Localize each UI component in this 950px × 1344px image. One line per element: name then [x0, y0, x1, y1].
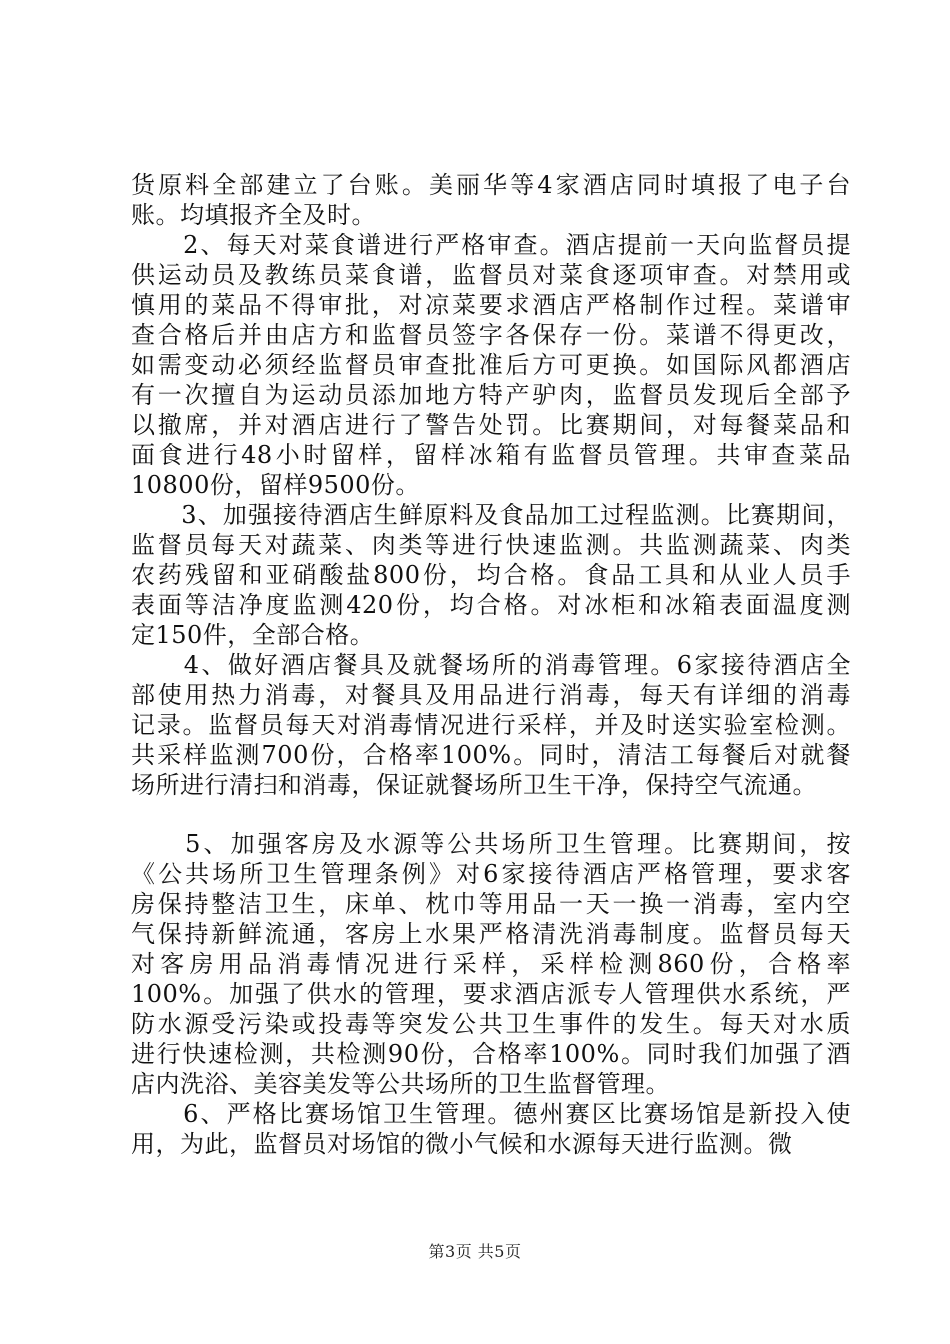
- text-line: 记录。监督员每天对消毒情况进行采样，并及时送实验室检测。: [131, 711, 851, 739]
- paragraph: [131, 650, 851, 800]
- text-line: 进行快速检测，共检测90份，合格率100%。同时我们加强了酒: [131, 1040, 851, 1068]
- text-line: 以撤席，并对酒店进行了警告处罚。比赛期间，对每餐菜品和: [131, 411, 851, 439]
- text-line: 如需变动必须经监督员审查批准后方可更换。如国际风都酒店: [131, 351, 851, 379]
- text-line: 有一次擅自为运动员添加地方特产驴肉，监督员发现后全部予: [131, 381, 851, 409]
- text-line: 10800份，留样9500份。: [131, 471, 420, 499]
- text-line: 场所进行清扫和消毒，保证就餐场所卫生干净，保持空气流通。: [131, 771, 817, 799]
- text-line: 用，为此，监督员对场馆的微小气候和水源每天进行监测。微: [131, 1130, 793, 1158]
- text-line: 货原料全部建立了台账。美丽华等4家酒店同时填报了电子台: [131, 171, 851, 199]
- text-line: 气保持新鲜流通，客房上水果严格清洗消毒制度。监督员每天: [131, 920, 851, 948]
- text-line: 慎用的菜品不得审批，对凉菜要求酒店严格制作过程。菜谱审: [131, 291, 851, 319]
- text-line: 部使用热力消毒，对餐具及用品进行消毒，每天有详细的消毒: [131, 681, 851, 709]
- text-line: 房保持整洁卫生，床单、枕巾等用品一天一换一消毒，室内空: [131, 890, 851, 918]
- paragraph: [131, 1099, 851, 1159]
- text-line: 4、做好酒店餐具及就餐场所的消毒管理。6家接待酒店全: [131, 651, 851, 679]
- text-line: 表面等洁净度监测420份，均合格。对冰柜和冰箱表面温度测: [131, 591, 851, 619]
- text-line: 5、加强客房及水源等公共场所卫生管理。比赛期间，按: [131, 830, 851, 858]
- text-line: 农药残留和亚硝酸盐800份，均合格。食品工具和从业人员手: [131, 561, 851, 589]
- page-footer: 第3页 共5页: [428, 1242, 522, 1261]
- document-body: [131, 170, 851, 1159]
- text-line: 店内洗浴、美容美发等公共场所的卫生监督管理。: [131, 1070, 670, 1098]
- text-line: 面食进行48小时留样，留样冰箱有监督员管理。共审查菜品: [131, 441, 851, 469]
- text-line: 查合格后并由店方和监督员签字各保存一份。菜谱不得更改，: [131, 321, 851, 349]
- text-line: 2、每天对菜食谱进行严格审查。酒店提前一天向监督员提: [131, 231, 851, 259]
- text-line: 定150件，全部合格。: [131, 621, 375, 649]
- text-line: 监督员每天对蔬菜、肉类等进行快速监测。共监测蔬菜、肉类: [131, 531, 851, 559]
- text-line: 共采样监测700份，合格率100%。同时，清洁工每餐后对就餐: [131, 741, 851, 769]
- paragraph: [131, 500, 851, 650]
- text-line: 3、加强接待酒店生鲜原料及食品加工过程监测。比赛期间，: [131, 501, 851, 529]
- text-line: 防水源受污染或投毒等突发公共卫生事件的发生。每天对水质: [131, 1010, 851, 1038]
- paragraph: [131, 170, 851, 230]
- paragraph: [131, 829, 851, 1099]
- paragraph: [131, 230, 851, 500]
- text-line: 供运动员及教练员菜食谱，监督员对菜食逐项审查。对禁用或: [131, 261, 851, 289]
- text-line: 6、严格比赛场馆卫生管理。德州赛区比赛场馆是新投入使: [131, 1100, 851, 1128]
- text-line: 对客房用品消毒情况进行采样，采样检测860份，合格率: [131, 950, 851, 978]
- paragraph-spacer: [131, 800, 851, 829]
- text-line: 《公共场所卫生管理条例》对6家接待酒店严格管理，要求客: [131, 860, 851, 888]
- text-line: 账。均填报齐全及时。: [131, 201, 376, 229]
- text-line: 100%。加强了供水的管理，要求酒店派专人管理供水系统，严: [131, 980, 851, 1008]
